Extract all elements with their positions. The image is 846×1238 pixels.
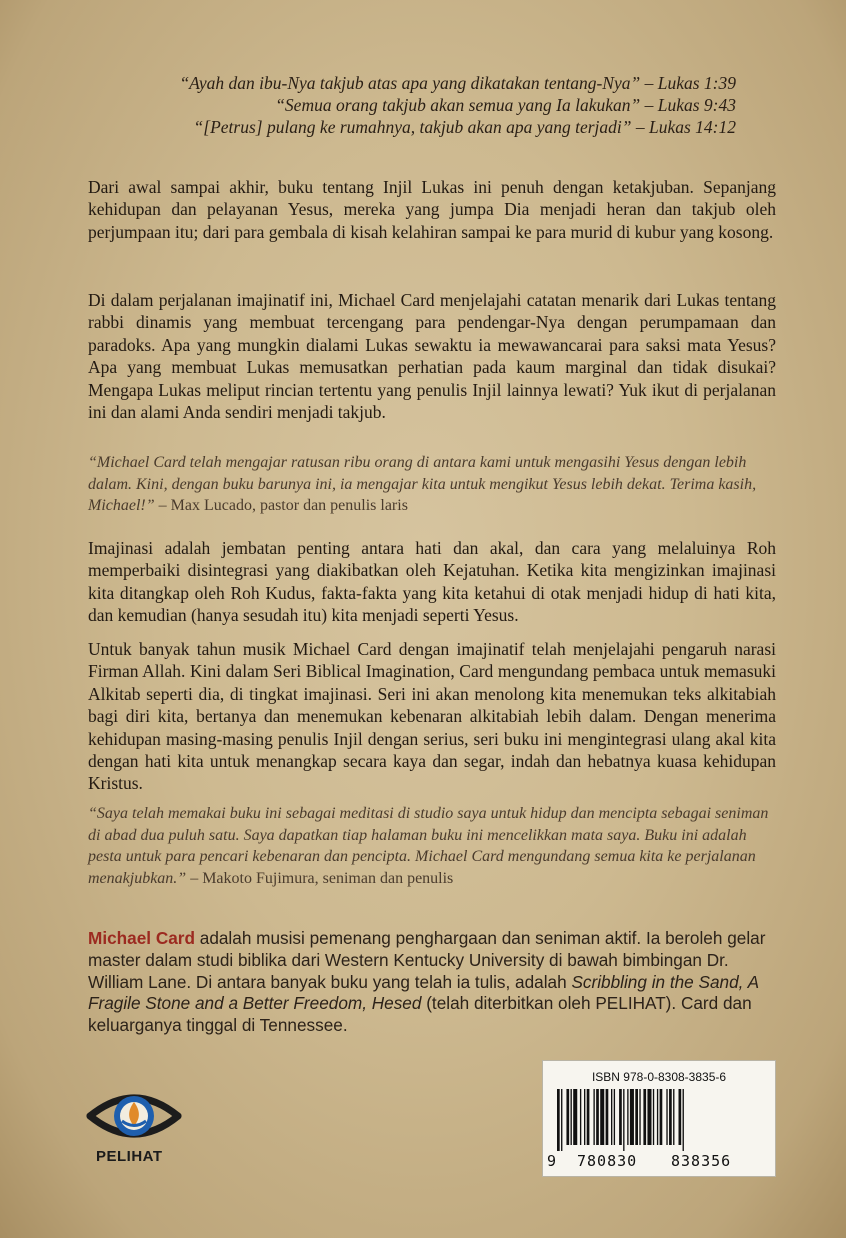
- barcode-bar: [571, 1089, 572, 1145]
- author-bio: [88, 928, 778, 1037]
- barcode-bar: [647, 1089, 651, 1145]
- barcode-bar: [611, 1089, 612, 1145]
- bio-text: adalah musisi pemenang penghargaan dan seniman aktif. Ia beroleh gelar master dalam studi biblika dari Western Kentucky University di bawah bimbingan Dr. William Lane. Di antara banyak buku yang telah ia tulis, adalah: [88, 928, 766, 992]
- barcode-bar: [593, 1089, 594, 1145]
- barcode-bar: [639, 1089, 640, 1145]
- barcode-label: [542, 1060, 776, 1177]
- barcode-bar: [683, 1089, 684, 1151]
- imagination-paragraph: Imajinasi adalah jembatan penting antara hati dan akal, dan cara yang melaluinya Roh memperbaiki disintegrasi yang diakibatkan oleh Kejatuhan. Ketika kita mengizinkan imajinasi kita ditangkap oleh Roh Kudus, fakta-fakta yang kita ketahui di otak menjadi hidup di hati kita, dan kemudian (hanya sesudah itu) kita menjadi seperti Yesus.: [88, 538, 776, 626]
- book-titles: Scribbling in the Sand, A Fragile Stone and a Better Freedom, Hesed: [88, 971, 759, 1014]
- barcode-bar: [669, 1089, 672, 1145]
- barcode-bar: [630, 1089, 634, 1145]
- barcode-bar: [580, 1089, 581, 1145]
- barcode-bar: [557, 1089, 560, 1151]
- barcode-bar: [614, 1089, 615, 1145]
- author-name: Michael Card: [88, 928, 195, 948]
- barcode-bar: [566, 1089, 569, 1145]
- barcode-bar: [666, 1089, 667, 1145]
- publisher-name: PELIHAT: [96, 1148, 163, 1165]
- barcode-group-left: 780830: [577, 1152, 638, 1170]
- epigraph-line: “Ayah dan ibu-Nya takjub atas apa yang dikatakan tentang-Nya” – Lukas 1:39: [179, 73, 736, 93]
- barcode-bar: [635, 1089, 638, 1145]
- barcode-bar: [561, 1089, 562, 1151]
- journey-paragraph: Di dalam perjalanan imajinatif ini, Michael Card menjelajahi catatan menarik dari Lukas tentang rabbi dinamis yang membuat tercengang para pendengar-Nya dengan perumpamaan dan paradoks. Apa yang mungkin dialami Lukas sewaktu ia mewawancarai para saksi mata Yesus? Apa yang membuat Lukas memusatkan perhatian pada kaum marginal dan tidak disukai? Mengapa Lukas meliput rincian tertentu yang penulis Injil lainnya lewati? Yuk ikut di perjalanan ini dan alami Anda sendiri menjadi takjub.: [88, 290, 776, 423]
- barcode-bar: [653, 1089, 654, 1145]
- barcode-group-right: 838356: [671, 1152, 732, 1170]
- barcode-bar: [587, 1089, 590, 1145]
- intro-paragraph: Dari awal sampai akhir, buku tentang Injil Lukas ini penuh dengan ketakjuban. Sepanjang kehidupan dan pelayanan Yesus, mereka yang jumpa Dia menjadi heran dan takjub oleh perjumpaan itu; dari para gembala di kisah kelahiran sampai ke para murid di kubur yang kosong.: [88, 177, 776, 242]
- barcode-bar: [596, 1089, 599, 1145]
- bio-text-end: (telah diterbitkan oleh PELIHAT). Card dan keluarganya tinggal di Tennessee.: [88, 993, 752, 1036]
- pelihat-logo-icon: [86, 1086, 182, 1148]
- lucado-quote: [88, 452, 778, 517]
- barcode-bar: [673, 1089, 674, 1145]
- isbn-text: ISBN 978-0-8308-3835-6: [591, 1070, 727, 1084]
- epigraph-line: “[Petrus] pulang ke rumahnya, takjub akan apa yang terjadi” – Lukas 14:12: [193, 117, 736, 137]
- barcode-bar: [573, 1089, 577, 1145]
- barcode-bar: [643, 1089, 646, 1145]
- barcode-icon: [557, 1089, 761, 1151]
- barcode-bar: [657, 1089, 658, 1145]
- epigraph-line: “Semua orang takjub akan semua yang Ia lakukan” – Lukas 9:43: [275, 95, 736, 115]
- barcode-bar: [600, 1089, 604, 1145]
- barcode-bar: [627, 1089, 628, 1145]
- barcode-bar: [679, 1089, 682, 1145]
- quote-text: “Michael Card telah mengajar ratusan ribu orang di antara kami untuk mengasihi Yesus dengan lebih dalam. Kini, dengan buku barunya ini, ia mengajar kita untuk mengikut Yesus lebih dekat. Terima kasih, Michael!”: [88, 454, 757, 514]
- barcode-bar: [619, 1089, 622, 1145]
- barcode-bar: [660, 1089, 663, 1145]
- barcode-first-digit: 9: [547, 1152, 558, 1170]
- fujimura-quote: [88, 803, 778, 889]
- barcode-bar: [623, 1089, 624, 1151]
- barcode-bar: [584, 1089, 585, 1145]
- quote-attribution: – Makoto Fujimura, seniman dan penulis: [190, 869, 454, 887]
- epigraph-block: [60, 72, 736, 138]
- series-paragraph: Untuk banyak tahun musik Michael Card dengan imajinatif telah menjelajahi pengaruh narasi Firman Allah. Kini dalam Seri Biblical Imagination, Card mengundang pembaca untuk memasuki Alkitab seperti dia, di tingkat imajinasi. Seri ini akan menolong kita menemukan teks alkitabiah bagi diri kita, bertanya dan menemukan kebenaran alkitabiah lebih dalam. Dengan menerima kehidupan masing-masing penulis Injil dengan serius, seri buku ini mengintegrasi ulang akal kita dengan hati kita untuk menangkap secara kaya dan segar, indah dan hebatnya kuasa kehidupan Kristus.: [88, 639, 776, 794]
- quote-text: “Saya telah memakai buku ini sebagai meditasi di studio saya untuk hidup dan mencipta sebagai seniman di abad dua puluh satu. Saya dapatkan tiap halaman buku ini mencelikkan mata saya. Buku ini adalah pesta untuk para pencari kebenaran dan pencipta. Michael Card mengundang semua kita ke perjalanan menakjubkan.”: [88, 805, 769, 887]
- quote-attribution: – Max Lucado, pastor dan penulis laris: [158, 497, 408, 514]
- barcode-bar: [606, 1089, 609, 1145]
